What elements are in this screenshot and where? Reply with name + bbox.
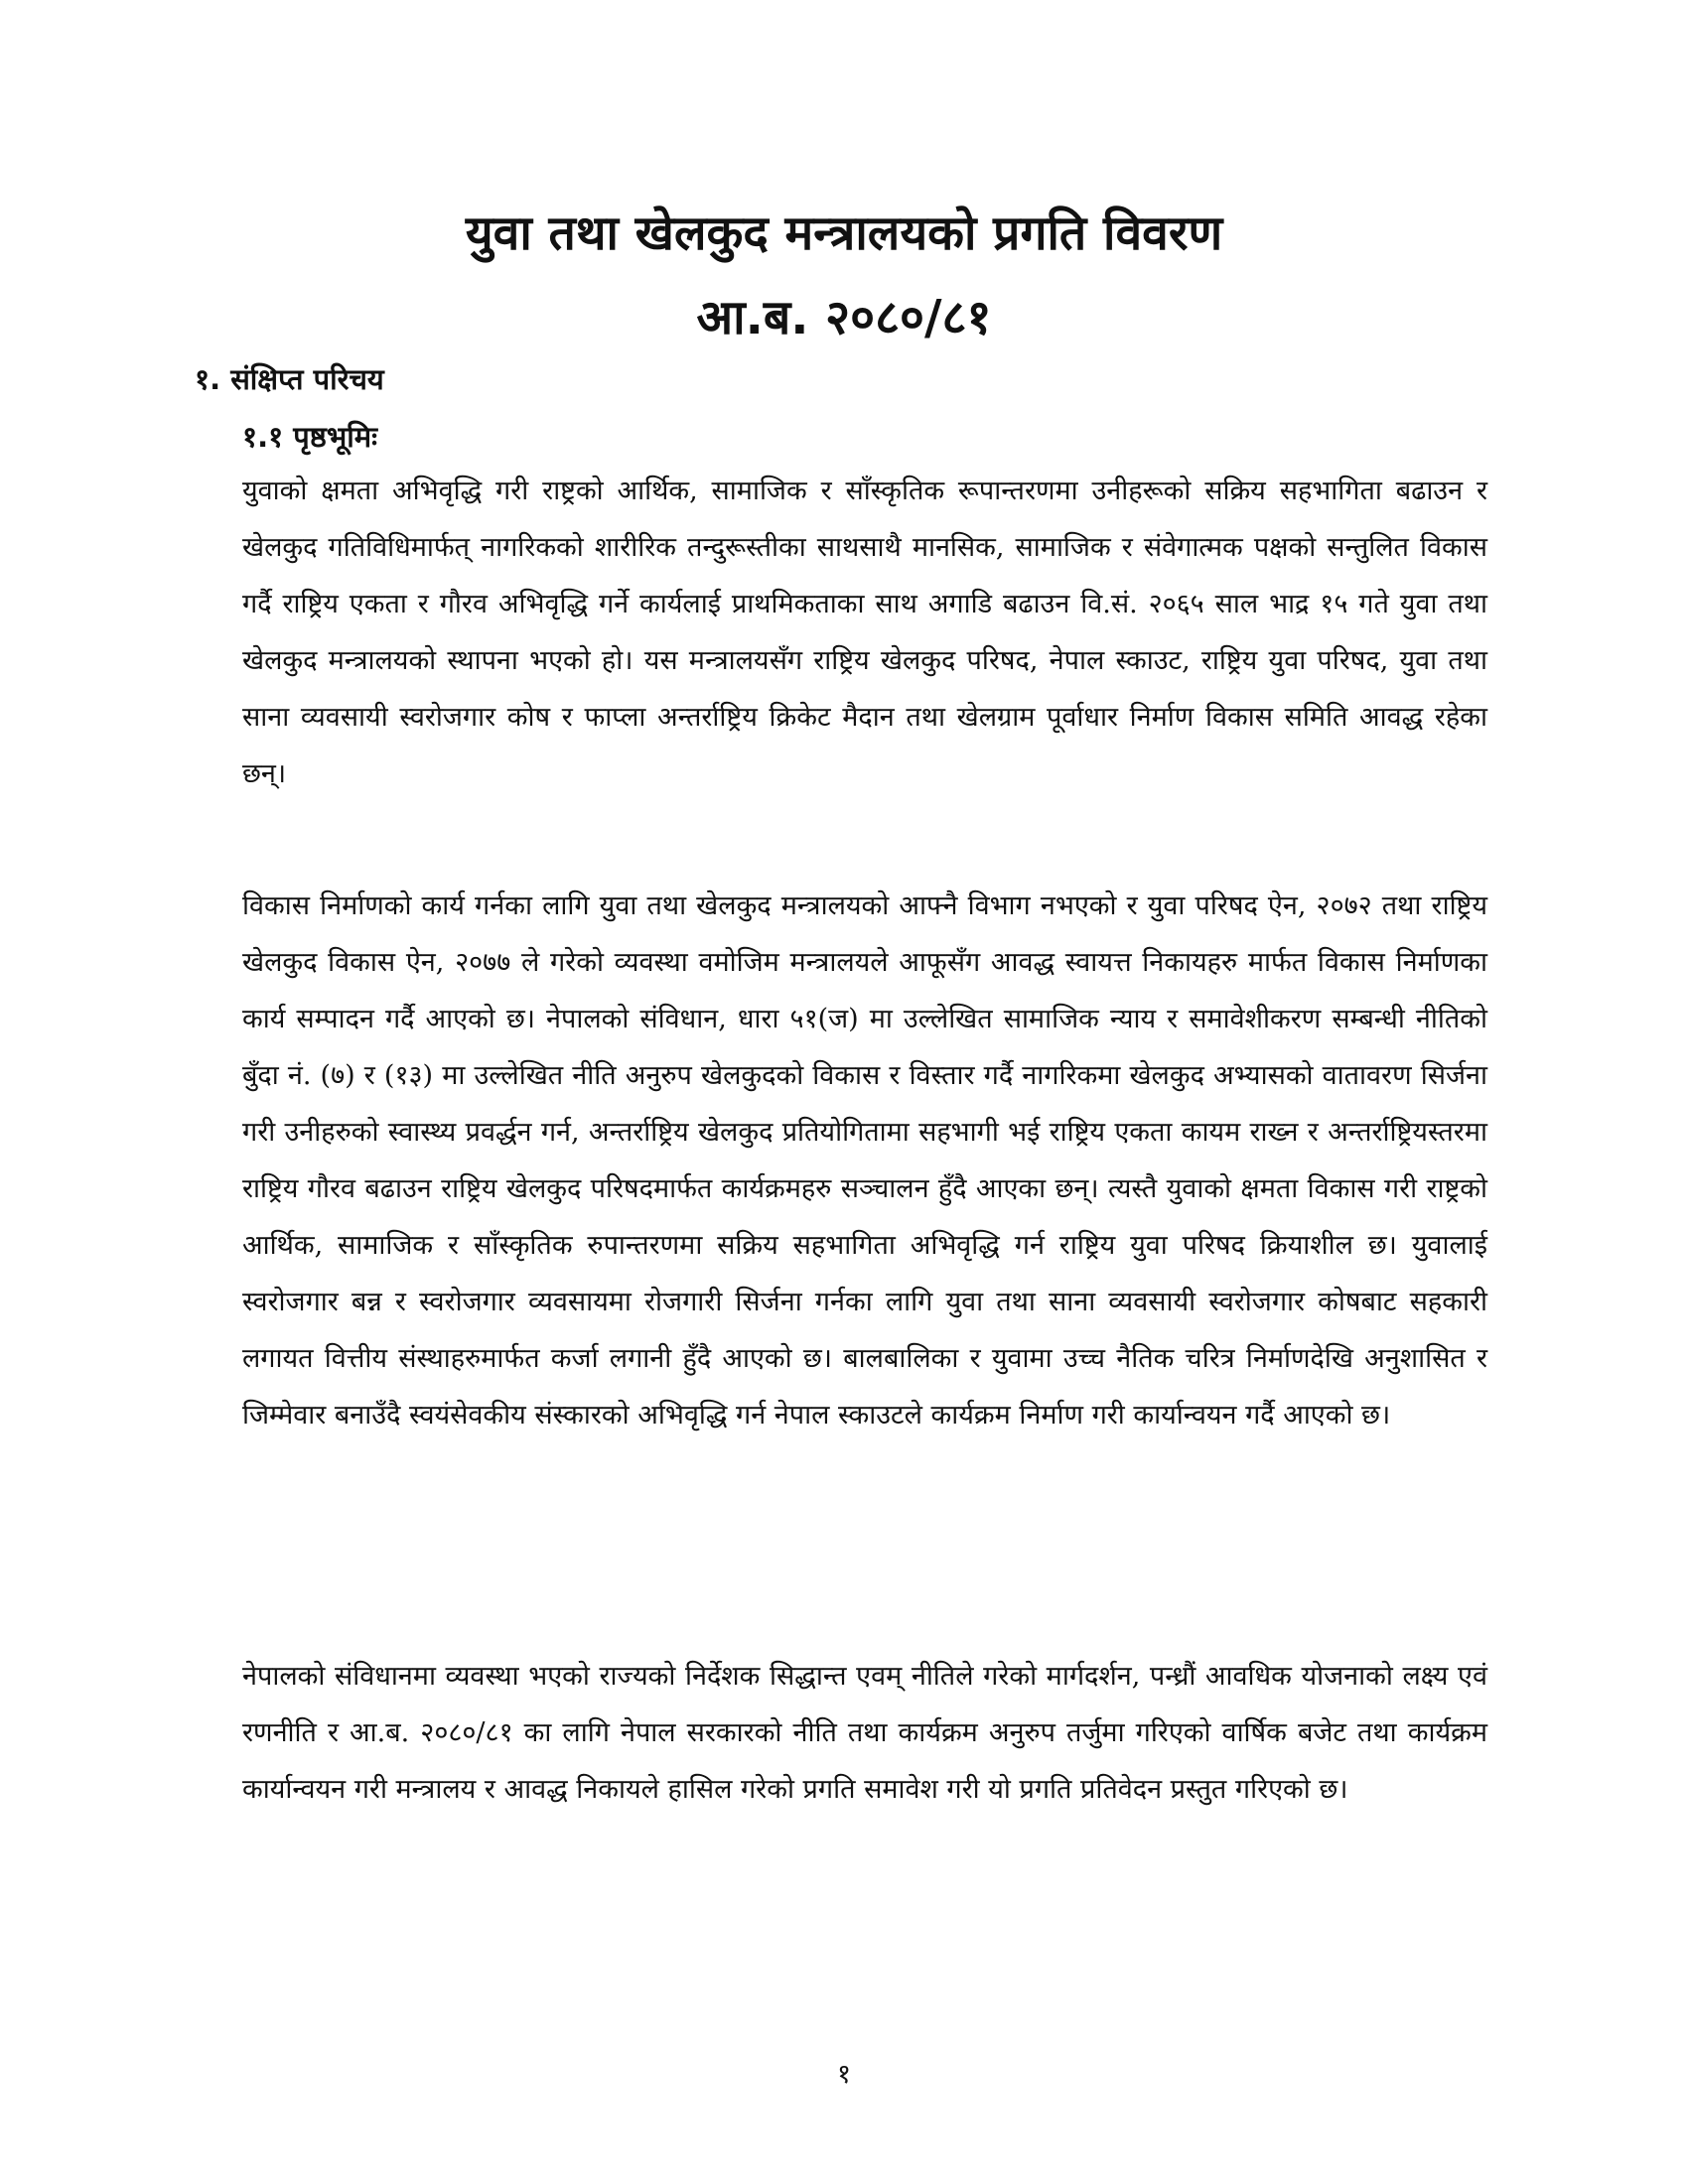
body-paragraph-1: युवाको क्षमता अभिवृद्धि गरी राष्ट्रको आर्थिक, सामाजिक र साँस्कृतिक रूपान्तरणमा उनीहरूको सक्रिय सहभागिता बढाउन र खेलकुद गतिविधिमार्फत् नागरिकको शारीरिक तन्दुरूस्तीका साथसाथै मानसिक, सामाजिक र संवेगात्मक पक्षको सन्तुलित विकास गर्दै राष्ट्रिय एकता र गौरव अभिवृद्धि गर्ने कार्यलाई प्राथमिकताका साथ अगाडि बढाउन वि.सं. २०६५ साल भाद्र १५ गते युवा तथा खेलकुद मन्त्रालयको स्थापना भएको हो। यस मन्त्रालयसँग राष्ट्रिय खेलकुद परिषद, नेपाल स्काउट, राष्ट्रिय युवा परिषद, युवा तथा साना व्यवसायी स्वरोजगार कोष र फाप्ला अन्तर्राष्ट्रिय क्रिकेट मैदान तथा खेलग्राम पूर्वाधार निर्माण विकास समिति आवद्ध रहेका छन्।	[242, 476, 1487, 789]
subsection-heading: १.१ पृष्ठभूमिः	[242, 420, 377, 454]
document-title: युवा तथा खेलकुद मन्त्रालयको प्रगति विवरण	[465, 205, 1223, 261]
body-paragraph-3: नेपालको संविधानमा व्यवस्था भएको राज्यको निर्देशक सिद्धान्त एवम् नीतिले गरेको मार्गदर्शन, पन्ध्रौं आवधिक योजनाको लक्ष्य एवं रणनीति र आ.ब. २०८०/८१ का लागि नेपाल सरकारको नीति तथा कार्यक्रम अनुरुप तर्जुमा गरिएको वार्षिक बजेट तथा कार्यक्रम कार्यान्वयन गरी मन्त्रालय र आवद्ध निकायले हासिल गरेको प्रगति समावेश गरी यो प्रगति प्रतिवेदन प्रस्तुत गरिएको छ।	[242, 1661, 1487, 1805]
page-number: १	[836, 2059, 852, 2090]
body-paragraph-2: विकास निर्माणको कार्य गर्नका लागि युवा तथा खेलकुद मन्त्रालयको आफ्नै विभाग नभएको र युवा परिषद ऐन, २०७२ तथा राष्ट्रिय खेलकुद विकास ऐन, २०७७ ले गरेको व्यवस्था वमोजिम मन्त्रालयले आफूसँग आवद्ध स्वायत्त निकायहरु मार्फत विकास निर्माणका कार्य सम्पादन गर्दै आएको छ। नेपालको संविधान, धारा ५१(ज) मा उल्लेखित सामाजिक न्याय र समावेशीकरण सम्बन्धी नीतिको बुँदा नं. (७) र (१३) मा उल्लेखित नीति अनुरुप खेलकुदको विकास र विस्तार गर्दै नागरिकमा खेलकुद अभ्यासको वातावरण सिर्जना गरी उनीहरुको स्वास्थ्य प्रवर्द्धन गर्न, अन्तर्राष्ट्रिय खेलकुद प्रतियोगितामा सहभागी भई राष्ट्रिय एकता कायम राख्न र अन्तर्राष्ट्रियस्तरमा राष्ट्रिय गौरव बढाउन राष्ट्रिय खेलकुद परिषदमार्फत कार्यक्रमहरु सञ्चालन हुँदै आएका छन्। त्यस्तै युवाको क्षमता विकास गरी राष्ट्रको आर्थिक, सामाजिक र साँस्कृतिक रुपान्तरणमा सक्रिय सहभागिता अभिवृद्धि गर्न राष्ट्रिय युवा परिषद क्रियाशील छ। युवालाई स्वरोजगार बन्न र स्वरोजगार व्यवसायमा रोजगारी सिर्जना गर्नका लागि युवा तथा साना व्यवसायी स्वरोजगार कोषबाट सहकारी लगायत वित्तीय संस्थाहरुमार्फत कर्जा लगानी हुँदै आएको छ। बालबालिका र युवामा उच्च नैतिक चरित्र निर्माणदेखि अनुशासित र जिम्मेवार बनाउँदै स्वयंसेवकीय संस्कारको अभिवृद्धि गर्न नेपाल स्काउटले कार्यक्रम निर्माण गरी कार्यान्वयन गर्दै आएको छ।	[242, 890, 1487, 1431]
document-subtitle: आ.ब. २०८०/८१	[696, 290, 992, 345]
section-heading: १. संक्षिप्त परिचय	[195, 362, 384, 396]
